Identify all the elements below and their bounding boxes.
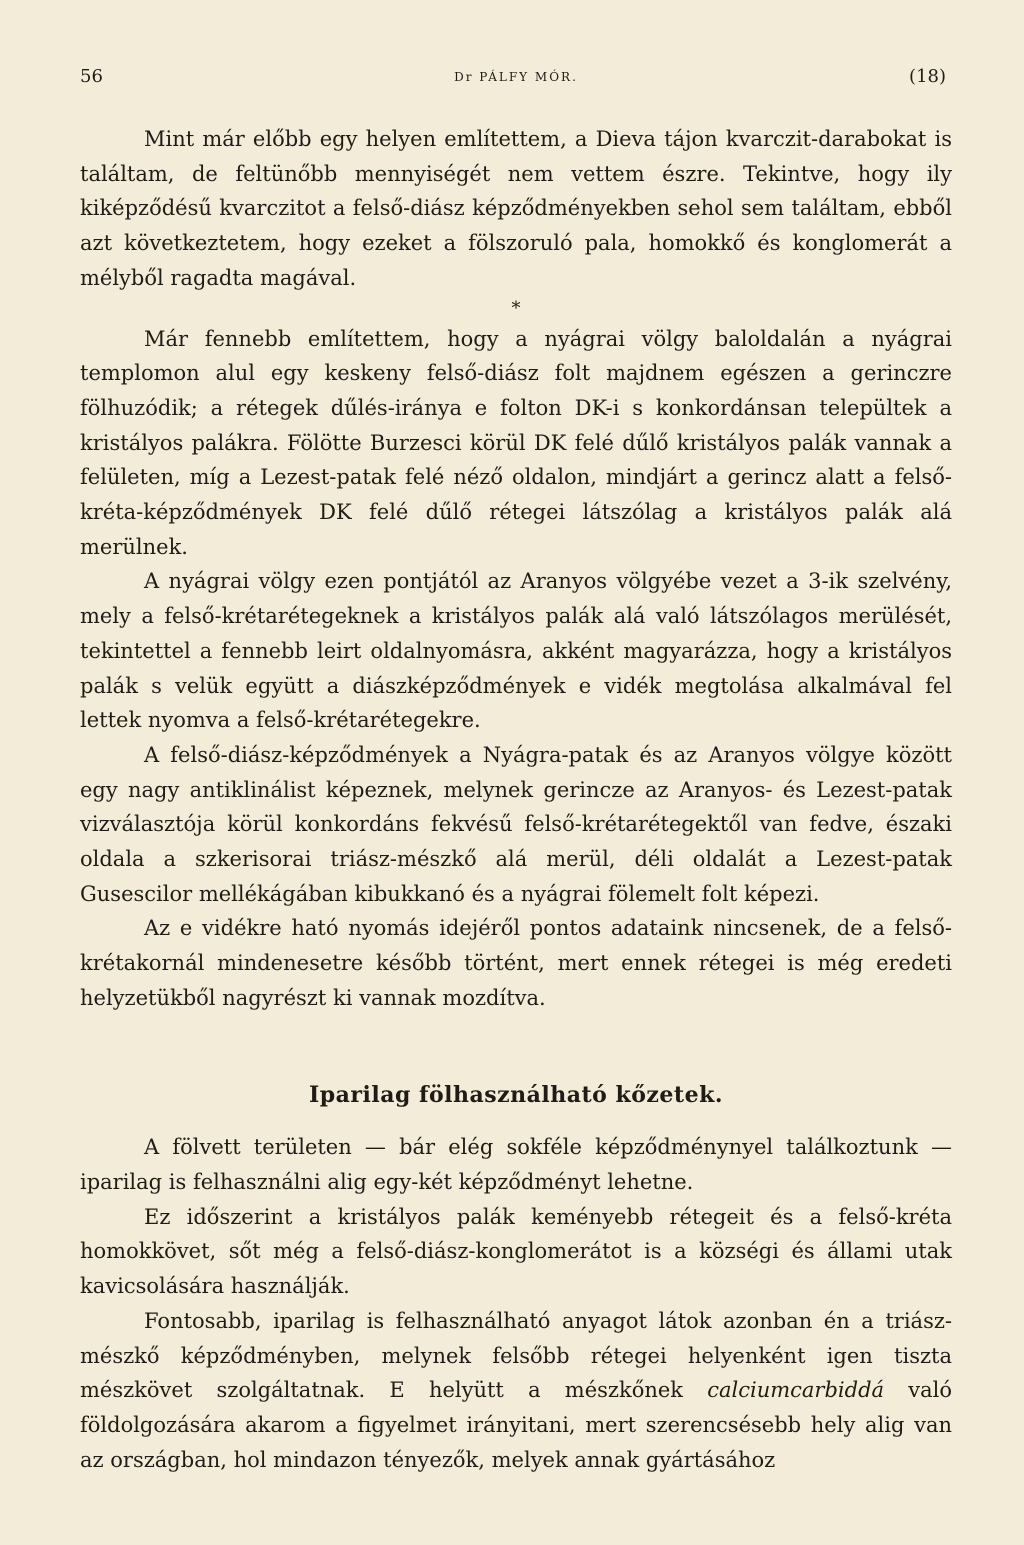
paragraph-text-end: való földolgozására akarom a figyelmet irányitani, mert szerencsésebb hely alig van az országban, hol mindazon tényezők, melyek annak gyártásához [80,1378,952,1472]
paragraph-nyomas-ideje: Az e vidékre ható nyomás idejéről pontos adataink nincsenek, de a felső-krétakornál mindenesetre később történt, mert ennek rétegei is még eredeti helyzetükből nagyrészt ki vannak mozdítva. [80,916,952,1010]
body-text [80,122,952,1477]
paragraph-felvett-terulet: A fölvett területen — bár elég sokféle képződménynyel találkoztunk — iparilag is felhasználni alig egy-két képződményt lehetne. [80,1135,952,1194]
paragraph-antiklinalis: A felső-diász-képződmények a Nyágra-patak és az Aranyos völgye között egy nagy antiklinálist képeznek, melynek gerincze az Aranyos- és Lezest-patak vizválasztója körül konkordáns fekvésű felső-krétarétegektől van fedve, északi oldala a szkerisorai triász-mészkő alá merül, déli oldalát a Lezest-patak Gusescilor mellékágában kibukkanó és a nyágrai fölemelt folt képezi. [80,742,952,906]
asterisk-separator: * [511,297,521,319]
paragraph-szelveny: A nyágrai völgy ezen pontjától az Aranyos völgyébe vezet a 3-ik szelvény, mely a felső-krétarétegeknek a kristályos palák alá való látszólagos merülését, tekintettel a fennebb leirt oldalnyomásra, akként magyarázza, hogy a kristályos palák s velük együtt a diászképződmények e vidék megtolása alkalmával fel lettek nyomva a felső-krétarétegekre. [80,569,952,733]
page-header [80,66,952,100]
italic-term: calciumcarbiddá [707,1378,885,1403]
paragraph-nyagrai-volgy: Már fennebb említettem, hogy a nyágrai völgy baloldalán a nyágrai templomon alul egy keskeny felső-diász folt majdnem egészen a gerinczre fölhuzódik; a rétegek dűlés-iránya e folton DK-i s konkordánsan települtek a kristályos palákra. Fölötte Burzesci körül DK felé dűlő kristályos palák vannak a felületen, míg a Lezest-patak felé néző oldalon, mindjárt a gerincz alatt a felső-kréta-képződmények DK felé dűlő rétegei látszólag a kristályos palák alá merülnek. [80,326,952,559]
paragraph-text-start: Fontosabb, iparilag is felhasználható anyagot látok azonban én a triász-mészkő képződményben, melynek felsőbb rétegei helyenként igen tiszta mészkövet szolgáltatnak. E helyütt a mészkőnek [80,1308,952,1403]
paragraph-kavicsolas: Ez időszerint a kristályos palák keményebb rétegeit és a felső-kréta homokkövet, sőt még a felső-diász-konglomerátot is a községi és állami utak kavicsolására használják. [80,1204,952,1299]
part-number: (18) [909,66,946,87]
running-title: Dr PÁLFY MÓR. [454,70,578,84]
page-number: 56 [80,66,103,87]
paragraph-triasz-meszko [80,1304,952,1478]
section-heading: Iparilag fölhasználható kőzetek. [309,1081,723,1108]
paragraph-kvarczit: Mint már előbb egy helyen említettem, a Dieva tájon kvarczit-darabokat is találtam, de feltünőbb mennyiségét nem vettem észre. Tekintve, hogy ily kiképződésű kvarczitot a felső-diász képződményekben sehol sem találtam, ebből azt következtetem, hogy ezeket a fölszoruló pala, homokkő és konglomerát a mélyből ragadta magával. [80,127,952,290]
